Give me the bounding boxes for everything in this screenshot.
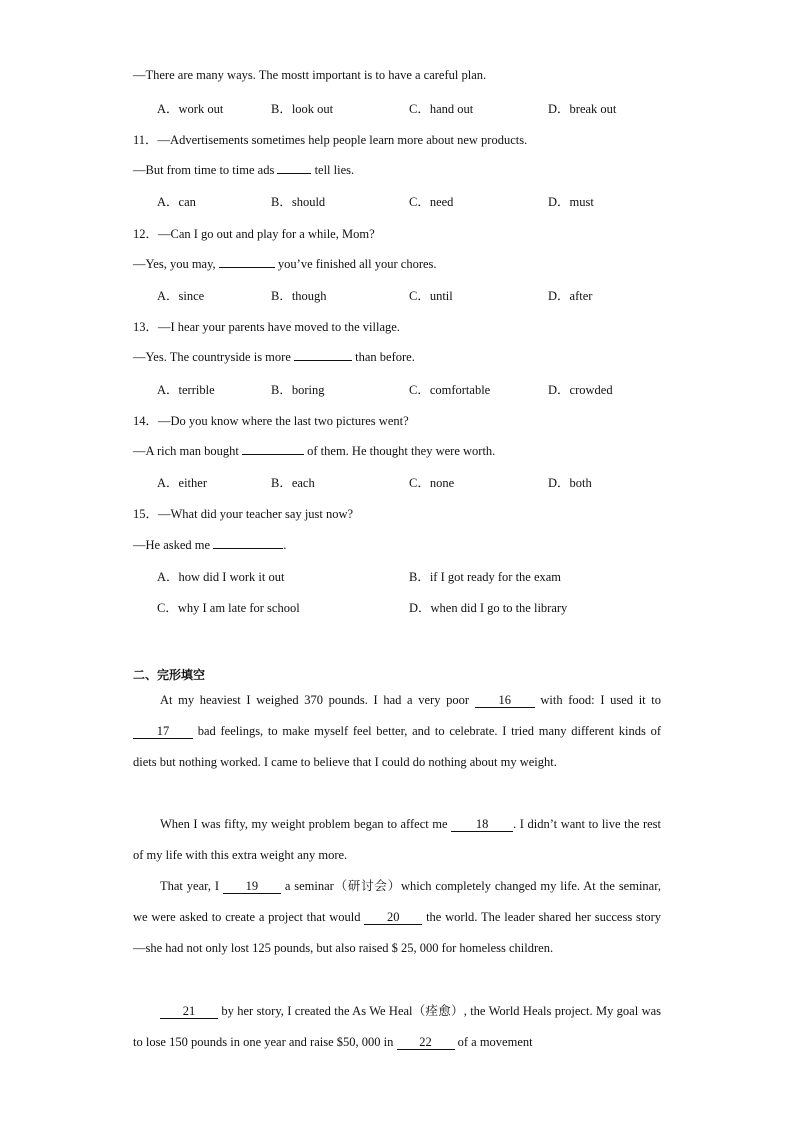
q10-option-b[interactable]: B．look out: [271, 102, 334, 116]
q10-answer-line: —There are many ways. The mostt important is to have a careful plan.: [133, 68, 487, 82]
p2-text-1: When I was fifty, my weight problem began to affect me: [160, 817, 448, 831]
q15-response: [133, 536, 286, 553]
p3-text-2: a seminar（研讨会）which completely changed my life. At the seminar, we were asked to create a project that would: [133, 879, 662, 925]
p1-text-2: with food: I used it to: [540, 693, 662, 707]
p4-text-2: of a movement: [457, 1035, 533, 1050]
q12-option-d[interactable]: D．after: [548, 289, 593, 303]
q14-option-c[interactable]: C．none: [409, 476, 455, 490]
q13-option-a[interactable]: A．terrible: [157, 383, 215, 397]
q15-option-a[interactable]: A．how did I work it out: [157, 570, 285, 584]
q12-response: [133, 255, 437, 272]
q11-question: 11．—Advertisements sometimes help people learn more about new products.: [133, 133, 528, 147]
q11-answer-blank[interactable]: [277, 161, 311, 174]
q12-answer-blank[interactable]: [219, 255, 275, 268]
q11-response: [133, 161, 354, 178]
q15-option-b[interactable]: B．if I got ready for the exam: [409, 570, 562, 584]
q12-option-b[interactable]: B．though: [271, 289, 327, 303]
p1-text-3: bad feelings, to make myself feel better, and to celebrate. I tried many different kinds of diets but nothing worked. I came to believe that I could do nothing about my weight.: [133, 724, 661, 770]
q14-response-post: of them. He thought they were worth.: [307, 444, 496, 458]
blank-21[interactable]: 21: [160, 1004, 218, 1019]
p1-text-1: At my heaviest I weighed 370 pounds. I had a very poor: [160, 693, 470, 707]
blank-18[interactable]: 18: [451, 817, 513, 832]
q13-response-pre: —Yes. The countryside is more: [133, 350, 291, 364]
q14-answer-blank[interactable]: [242, 442, 304, 455]
q15-answer-blank[interactable]: [213, 536, 283, 549]
p3-text-1: That year, I: [160, 879, 219, 893]
q11-option-c[interactable]: C．need: [409, 195, 454, 209]
blank-16[interactable]: 16: [475, 693, 535, 708]
q13-response: [133, 348, 415, 365]
blank-20[interactable]: 20: [364, 910, 422, 925]
p4-text-1: by her story, I created the As We Heal（痊愈）, the World Heals project. My goal was to lose 150 pounds in one year and raise $50, 000 in: [133, 1004, 662, 1050]
q12-response-pre: —Yes, you may,: [133, 257, 216, 271]
q12-response-post: you’ve finished all your chores.: [277, 257, 437, 271]
q10-option-c[interactable]: C．hand out: [409, 102, 474, 116]
cloze-paragraph-2: [133, 809, 661, 871]
cloze-paragraph-4: [133, 996, 661, 1058]
q15-response-post: .: [283, 538, 287, 552]
q15-response-pre: —He asked me: [133, 538, 211, 552]
p3-text-3: the world. The leader shared her success story—she had not only lost 125 pounds, but also raised $ 25, 000 for homeless children.: [133, 910, 662, 956]
q13-option-b[interactable]: B．boring: [271, 383, 325, 397]
q14-option-b[interactable]: B．each: [271, 476, 315, 490]
cloze-paragraph-3: [133, 871, 661, 965]
q14-option-a[interactable]: A．either: [157, 476, 207, 490]
q12-question: 12．—Can I go out and play for a while, Mom?: [133, 227, 375, 241]
q10-option-a[interactable]: A．work out: [157, 102, 224, 116]
q15-option-c[interactable]: C．why I am late for school: [157, 601, 300, 615]
blank-22[interactable]: 22: [397, 1035, 455, 1050]
q13-answer-blank[interactable]: [294, 348, 352, 361]
blank-17[interactable]: 17: [133, 724, 193, 739]
q11-option-d[interactable]: D．must: [548, 195, 594, 209]
q12-option-c[interactable]: C．until: [409, 289, 453, 303]
q11-response-pre: —But from time to time ads: [133, 163, 275, 177]
blank-19[interactable]: 19: [223, 879, 281, 894]
q14-question: 14．—Do you know where the last two pictures went?: [133, 414, 409, 428]
section-title-cloze: 二、完形填空: [133, 668, 206, 682]
q13-option-c[interactable]: C．comfortable: [409, 383, 491, 397]
q14-response-pre: —A rich man bought: [133, 444, 239, 458]
q13-response-post: than before.: [355, 350, 415, 364]
cloze-paragraph-1: [133, 685, 661, 779]
q11-response-post: tell lies.: [314, 163, 355, 177]
q13-question: 13．—I hear your parents have moved to the village.: [133, 320, 400, 334]
q11-option-a[interactable]: A．can: [157, 195, 196, 209]
q14-response: [133, 442, 495, 459]
q14-option-d[interactable]: D．both: [548, 476, 592, 490]
q10-option-d[interactable]: D．break out: [548, 102, 617, 116]
q12-option-a[interactable]: A．since: [157, 289, 205, 303]
q15-option-d[interactable]: D．when did I go to the library: [409, 601, 568, 615]
q11-option-b[interactable]: B．should: [271, 195, 326, 209]
q15-question: 15．—What did your teacher say just now?: [133, 507, 354, 521]
p2-text-2: . I didn’t want to live the rest of my life with this extra weight any more.: [133, 817, 661, 863]
q13-option-d[interactable]: D．crowded: [548, 383, 613, 397]
